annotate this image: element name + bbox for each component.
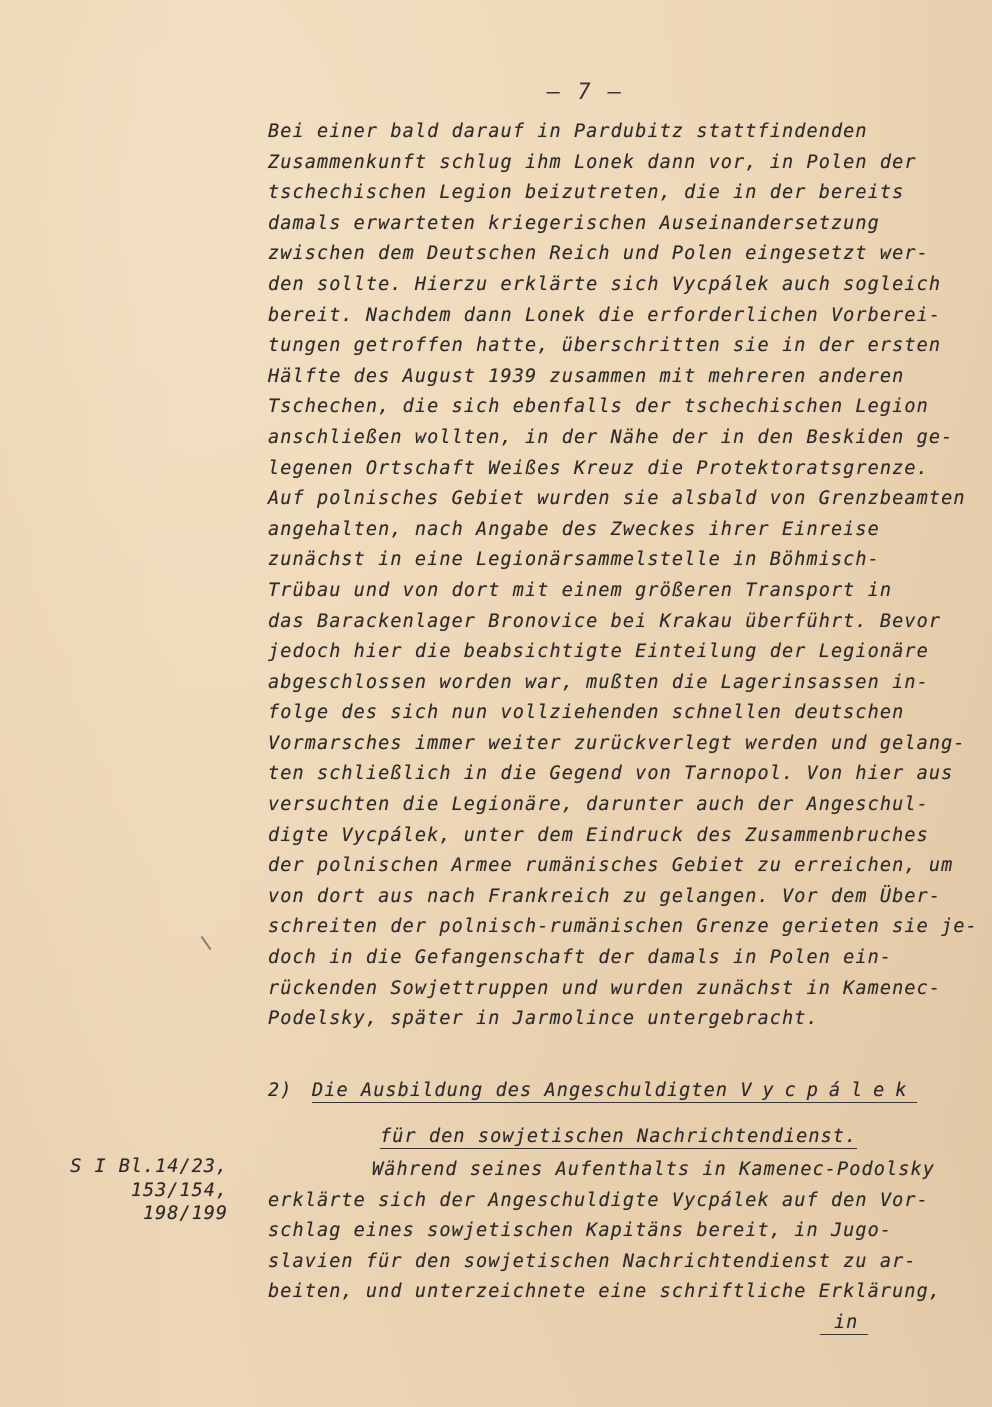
text-line: der polnischen Armee rumänisches Gebiet zu erreichen, um xyxy=(268,855,954,877)
text-line: rückenden Sowjettruppen und wurden zunächst in Kamenec- xyxy=(268,977,942,999)
text-line: digte Vycpálek, unter dem Eindruck des Zusammenbruches xyxy=(268,824,929,846)
text-line: Podelsky, später in Jarmolince untergebracht. xyxy=(268,1008,819,1030)
text-line: slavien für den sowjetischen Nachrichtendienst zu ar- xyxy=(268,1250,917,1272)
margin-line: S I Bl.14/23, xyxy=(70,1156,228,1177)
text-line: den sollte. Hierzu erklärte sich Vycpálek auch sogleich xyxy=(268,273,942,295)
text-line: damals erwarteten kriegerischen Auseinandersetzung xyxy=(268,212,880,234)
margin-reference xyxy=(28,1155,228,1226)
text-line: Vormarsches immer weiter zurückverlegt werden und gelang- xyxy=(268,732,966,754)
text-line: Zusammenkunft schlug ihm Lonek dann vor, in Polen der xyxy=(268,151,917,173)
text-line: doch in die Gefangenschaft der damals in Polen ein- xyxy=(268,947,893,969)
catchword-text: in xyxy=(820,1312,868,1335)
paragraph-1 xyxy=(268,117,978,1035)
heading-subtitle: für den sowjetischen Nachrichtendienst. xyxy=(380,1126,858,1147)
text-line: bereit. Nachdem dann Lonek die erforderlichen Vorberei- xyxy=(268,304,942,326)
text-line: anschließen wollten, in der Nähe der in den Beskiden ge- xyxy=(268,426,954,448)
margin-line: 198/199 xyxy=(143,1203,228,1224)
text-line: beiten, und unterzeichnete eine schriftliche Erklärung, xyxy=(268,1281,942,1303)
text-line: Während seines Aufenthalts in Kamenec-Podolsky xyxy=(372,1159,935,1180)
stray-pen-mark xyxy=(201,936,212,950)
text-line: zunächst in eine Legionärsammelstelle in Böhmisch- xyxy=(268,549,880,571)
text-line: von dort aus nach Frankreich zu gelangen. Vor dem Über- xyxy=(268,885,942,907)
text-line: jedoch hier die beabsichtigte Einteilung der Legionäre xyxy=(268,641,929,663)
heading-title: Die Ausbildung des Angeschuldigten xyxy=(312,1080,729,1101)
text-line: versuchten die Legionäre, darunter auch der Angeschul- xyxy=(268,794,929,816)
text-line: Bei einer bald darauf in Pardubitz stattfindenden xyxy=(268,121,868,142)
text-line: ten schließlich in die Gegend von Tarnopol. Von hier aus xyxy=(268,763,954,785)
text-line: Trübau und von dort mit einem größeren Transport in xyxy=(268,579,893,601)
heading-name: Vycpálek xyxy=(740,1080,918,1101)
text-line: tungen getroffen hatte, überschritten sie in der ersten xyxy=(268,335,942,357)
heading-line-1 xyxy=(268,1073,968,1109)
text-line: abgeschlossen worden war, mußten die Lagerinsassen in- xyxy=(268,671,929,693)
text-line: folge des sich nun vollziehenden schnellen deutschen xyxy=(268,702,905,724)
text-line: legenen Ortschaft Weißes Kreuz die Protektoratsgrenze. xyxy=(268,457,929,479)
page-number: – 7 – xyxy=(546,80,624,105)
text-line: tschechischen Legion beizutreten, die in der bereits xyxy=(268,182,905,204)
text-line: angehalten, nach Angabe des Zweckes ihrer Einreise xyxy=(268,518,880,540)
text-line: erklärte sich der Angeschuldigte Vycpálek auf den Vor- xyxy=(268,1189,929,1211)
heading-text-underlined xyxy=(312,1080,917,1103)
text-line: das Barackenlager Bronovice bei Krakau überführt. Bevor xyxy=(268,610,942,632)
section-number: 2) xyxy=(268,1080,293,1101)
text-line: schreiten der polnisch-rumänischen Grenze gerieten sie je- xyxy=(268,916,978,938)
heading-line-2 xyxy=(268,1119,968,1155)
text-line: zwischen dem Deutschen Reich und Polen eingesetzt wer- xyxy=(268,243,929,265)
catchword xyxy=(820,1312,868,1335)
text-line: Hälfte des August 1939 zusammen mit mehreren anderen xyxy=(268,365,905,387)
text-line: schlag eines sowjetischen Kapitäns bereit, in Jugo- xyxy=(268,1220,893,1242)
text-line: Auf polnisches Gebiet wurden sie alsbald von Grenzbeamten xyxy=(268,488,966,510)
margin-line: 153/154, xyxy=(130,1179,228,1201)
text-line: Tschechen, die sich ebenfalls der tschechischen Legion xyxy=(268,396,929,418)
paragraph-2 xyxy=(268,1155,968,1308)
section-heading xyxy=(268,1073,968,1155)
